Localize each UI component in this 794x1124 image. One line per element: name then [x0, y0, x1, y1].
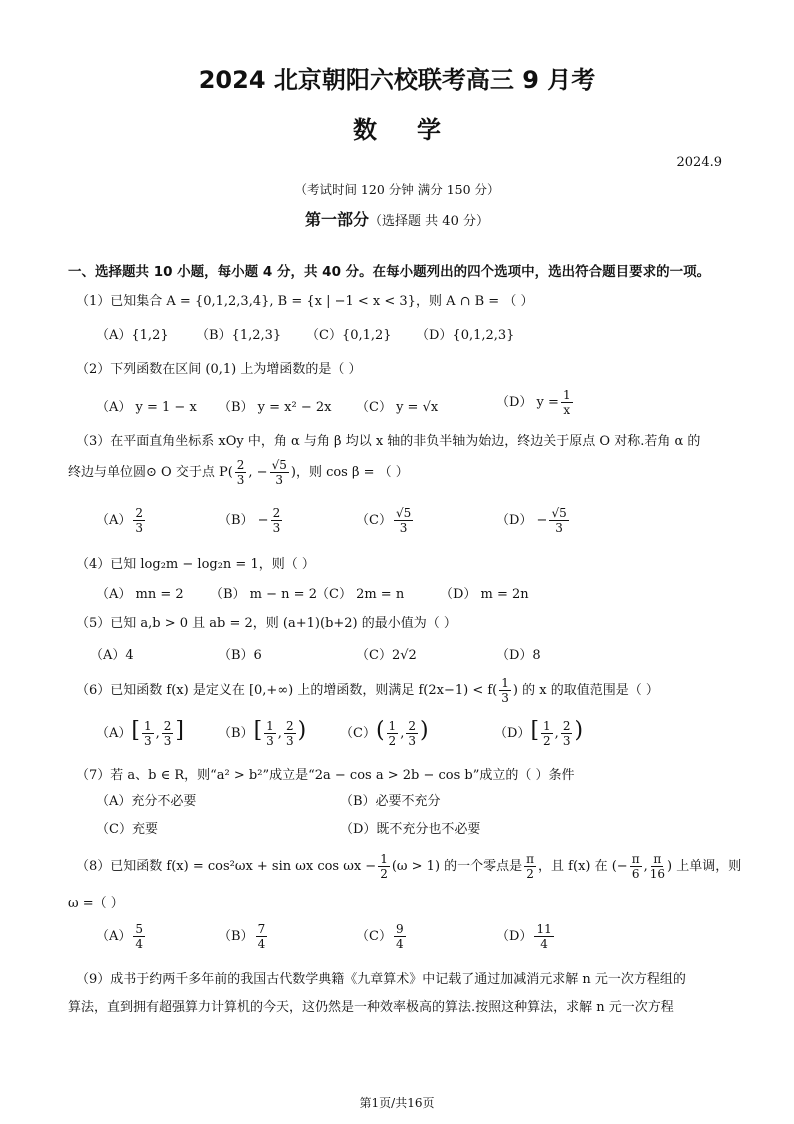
exam-info: （考试时间 120 分钟 满分 150 分） — [294, 182, 500, 197]
q8-zero-frac — [524, 852, 536, 881]
q8-zero-num: π — [526, 852, 535, 866]
q8-option-d — [496, 922, 556, 951]
q6-d-n1: 1 — [543, 719, 551, 733]
q3-b-num: 2 — [272, 506, 281, 520]
q8-d-num: 11 — [536, 922, 552, 936]
q3-d-label: （D） − — [496, 513, 548, 528]
q6-d-n2: 2 — [562, 719, 571, 733]
q8-zero-den: 2 — [526, 867, 534, 881]
q8-int-num2: π — [653, 852, 662, 866]
q6-stem-suffix: ) 的 x 的取值范围是（ ） — [512, 683, 659, 698]
q4-option-d: （D） m = 2n — [440, 587, 529, 602]
q6-a-n2: 2 — [163, 719, 172, 733]
q3-option-d — [496, 506, 571, 535]
q8-option-c — [356, 922, 408, 951]
q8-d-frac — [534, 922, 553, 951]
q6-option-d: （D）[ $\frac{1}{2}$ , $\frac{2}{3}$ ) — [494, 718, 584, 748]
q2-option-c: （C） y = √x — [356, 400, 439, 415]
part-heading — [0, 207, 794, 230]
question-9-line2: 算法，直到拥有超强算力计算机的今天，这仍然是一种效率极高的算法.按照这种算法，求解 n 元一次方程 — [68, 1000, 674, 1015]
q8-a-frac — [133, 922, 145, 951]
q6-d-d1: 2 — [543, 734, 551, 748]
q6-a-n1: 1 — [143, 719, 152, 733]
q6-a-right: ] — [175, 718, 184, 743]
question-6-stem — [76, 676, 659, 705]
q8-int-den1: 6 — [631, 867, 640, 881]
q3-c-frac — [394, 506, 413, 535]
q8-int-sep: , — [643, 859, 648, 874]
q3-a-num: 2 — [135, 506, 144, 520]
q7-option-d: （D）既不充分也不必要 — [340, 822, 481, 837]
question-3-stem-line2 — [68, 458, 409, 487]
q6-b-frac2 — [284, 719, 296, 748]
q3-p-den1: 3 — [236, 473, 245, 487]
q6-b-n1: 1 — [266, 719, 274, 733]
q8-b-den: 4 — [257, 937, 266, 951]
q6-d-label: （D） — [494, 726, 531, 741]
q8-stem-suffix: ) 上单调，则 — [667, 859, 742, 874]
q8-d-label: （D） — [496, 929, 533, 944]
q8-c-frac — [394, 922, 406, 951]
q3-option-a — [96, 506, 147, 535]
q8-int-frac2 — [650, 852, 665, 881]
q8-stem-mid: (ω > 1) 的一个零点是 — [391, 859, 523, 874]
question-8-stem-line1 — [76, 852, 741, 881]
q2-d-fraction — [561, 388, 573, 417]
q7-option-c: （C）充要 — [96, 822, 158, 837]
q5-option-b: （B）6 — [218, 648, 262, 663]
q5-option-c: （C）2√2 — [356, 648, 417, 663]
q8-c-den: 4 — [395, 937, 404, 951]
q3-d-frac — [549, 506, 568, 535]
q3-a-den: 3 — [135, 521, 144, 535]
q3-c-den: 3 — [399, 521, 408, 535]
q4-option-c: （C） 2m = n — [316, 587, 405, 602]
q6-c-frac2 — [406, 719, 418, 748]
question-9-line1: （9）成书于约两千多年前的我国古代数学典籍《九章算术》中记载了通过加减消元求解 n 元一次方程组的 — [76, 972, 686, 987]
q8-b-frac — [256, 922, 268, 951]
subject-title: 数学 — [353, 116, 481, 144]
q3-b-label: （B） − — [218, 513, 269, 528]
q8-b-num: 7 — [257, 922, 266, 936]
q3-d-den: 3 — [555, 521, 563, 535]
q3-c-num: √5 — [395, 506, 412, 520]
q6-stem-den: 3 — [501, 691, 509, 705]
section-heading: 一、选择题共 10 小题，每小题 4 分，共 40 分。在每小题列出的四个选项中，选出符合题目要求的一项。 — [68, 264, 711, 280]
q3-stem2-suffix: )，则 cos β = （ ） — [290, 465, 409, 480]
q8-option-a — [96, 922, 147, 951]
q3-p-num1: 2 — [236, 458, 245, 472]
question-1-stem: （1）已知集合 A = {0,1,2,3,4}, B = {x | −1 < x < 3}，则 A ∩ B = （ ） — [76, 294, 534, 309]
page-number: 第1页/共16页 — [359, 1096, 435, 1110]
q6-b-left: [ — [253, 718, 263, 743]
q6-c-frac1 — [387, 719, 399, 748]
q8-option-b — [218, 922, 269, 951]
part-note: （选择题 共 40 分） — [369, 214, 489, 229]
q8-a-num: 5 — [135, 922, 144, 936]
q6-c-left: ( — [375, 718, 385, 743]
q8-half-frac — [378, 852, 390, 881]
question-2-stem: （2）下列函数在区间 (0,1) 上为增函数的是（ ） — [76, 362, 362, 377]
q8-int-den2: 16 — [649, 867, 666, 881]
q6-c-d2: 3 — [408, 734, 416, 748]
question-3-stem-line1: （3）在平面直角坐标系 xOy 中，角 α 与角 β 均以 x 轴的非负半轴为始边，终边关于原点 O 对称.若角 α 的 — [76, 434, 701, 449]
q6-b-label: （B） — [218, 726, 254, 741]
q6-stem-frac — [499, 676, 511, 705]
q2-option-d — [496, 388, 575, 417]
part-title: 第一部分 — [305, 210, 370, 229]
q6-a-d1: 3 — [143, 734, 152, 748]
q3-d-num: √5 — [551, 506, 567, 520]
q6-d-left: [ — [530, 718, 540, 743]
q6-a-d2: 3 — [163, 734, 172, 748]
q6-d-d2: 3 — [562, 734, 571, 748]
q6-d-right: ) — [574, 718, 584, 743]
q8-c-label: （C） — [356, 929, 392, 944]
q8-d-den: 4 — [540, 937, 548, 951]
q3-p-sep: , − — [248, 465, 268, 480]
q6-option-b: （B）[ $\frac{1}{3}$ , $\frac{2}{3}$ ) — [218, 718, 307, 748]
q3-option-b — [218, 506, 284, 535]
question-8-stem-line2: ω =（ ） — [68, 896, 124, 911]
q4-option-a: （A） mn = 2 — [96, 587, 184, 602]
q6-option-a: （A）[ $\frac{1}{3}$ , $\frac{2}{3}$ ] — [96, 718, 184, 748]
q8-a-label: （A） — [96, 929, 132, 944]
q1-option-d: （D）{0,1,2,3} — [416, 328, 515, 343]
q6-b-d1: 3 — [266, 734, 274, 748]
q8-c-num: 9 — [395, 922, 404, 936]
q1-option-b: （B）{1,2,3} — [196, 328, 282, 343]
q6-c-n2: 2 — [408, 719, 416, 733]
q3-p-frac1 — [235, 458, 247, 487]
exam-title: 2024 北京朝阳六校联考高三 9 月考 — [198, 66, 596, 94]
q6-a-frac2 — [162, 719, 174, 748]
q6-option-c: （C）( $\frac{1}{2}$ , $\frac{2}{3}$ ) — [340, 718, 429, 748]
q8-a-den: 4 — [135, 937, 144, 951]
q3-stem2-prefix: 终边与单位圆⊙ O 交于点 P( — [68, 465, 233, 480]
q8-stem-prefix: （8）已知函数 f(x) = cos²ωx + sin ωx cos ωx − — [76, 859, 377, 874]
q8-half-num: 1 — [380, 852, 388, 866]
q2-option-a: （A） y = 1 − x — [96, 400, 197, 415]
q6-b-right: ) — [297, 718, 307, 743]
q3-p-num2: √5 — [271, 458, 287, 472]
q2-d-prefix: （D） y = — [496, 395, 559, 410]
q3-b-den: 3 — [272, 521, 281, 535]
q6-a-label: （A） — [96, 726, 132, 741]
q8-int-num1: π — [631, 852, 640, 866]
q6-d-frac2 — [561, 719, 573, 748]
q7-option-b: （B）必要不充分 — [340, 794, 441, 809]
exam-date: 2024.9 — [676, 155, 722, 170]
q6-b-frac1 — [264, 719, 276, 748]
q8-stem-mid2: ，且 f(x) 在 (− — [538, 859, 628, 874]
q6-b-n2: 2 — [285, 719, 294, 733]
q8-b-label: （B） — [218, 929, 254, 944]
q6-stem-prefix: （6）已知函数 f(x) 是定义在 [0,+∞) 上的增函数，则满足 f(2x−1) < f( — [76, 683, 498, 698]
q5-option-a: （A）4 — [90, 648, 134, 663]
q7-option-a: （A）充分不必要 — [96, 794, 197, 809]
q4-option-b: （B） m − n = 2 — [210, 587, 317, 602]
q6-a-frac1 — [142, 719, 154, 748]
q3-p-frac2 — [270, 458, 289, 487]
q2-d-den: x — [563, 403, 571, 417]
q6-c-right: ) — [419, 718, 429, 743]
q8-half-den: 2 — [380, 867, 388, 881]
q2-d-num: 1 — [562, 388, 571, 402]
q6-stem-num: 1 — [501, 676, 509, 690]
q3-p-den2: 3 — [275, 473, 284, 487]
q1-option-c: （C）{0,1,2} — [306, 328, 392, 343]
q6-c-n1: 1 — [388, 719, 397, 733]
question-5-stem: （5）已知 a,b > 0 且 ab = 2，则 (a+1)(b+2) 的最小值为（ ） — [76, 616, 457, 631]
q5-option-d: （D）8 — [496, 648, 541, 663]
question-4-stem: （4）已知 log₂m − log₂n = 1，则（ ） — [76, 557, 315, 572]
q8-int-frac1 — [630, 852, 642, 881]
q6-b-d2: 3 — [285, 734, 294, 748]
q3-a-label: （A） — [96, 513, 132, 528]
q3-b-frac — [271, 506, 283, 535]
q6-d-frac1 — [541, 719, 553, 748]
q6-c-d1: 2 — [388, 734, 397, 748]
q1-option-a: （A）{1,2} — [96, 328, 169, 343]
q2-option-b: （B） y = x² − 2x — [218, 400, 332, 415]
q3-c-label: （C） — [356, 513, 392, 528]
q6-a-left: [ — [131, 718, 140, 743]
q3-a-frac — [133, 506, 145, 535]
q3-option-c — [356, 506, 415, 535]
q6-c-label: （C） — [340, 726, 376, 741]
question-7-stem: （7）若 a、b ∈ R，则“a² > b²”成立是“2a − cos a > 2b − cos b”成立的（ ）条件 — [76, 768, 575, 783]
